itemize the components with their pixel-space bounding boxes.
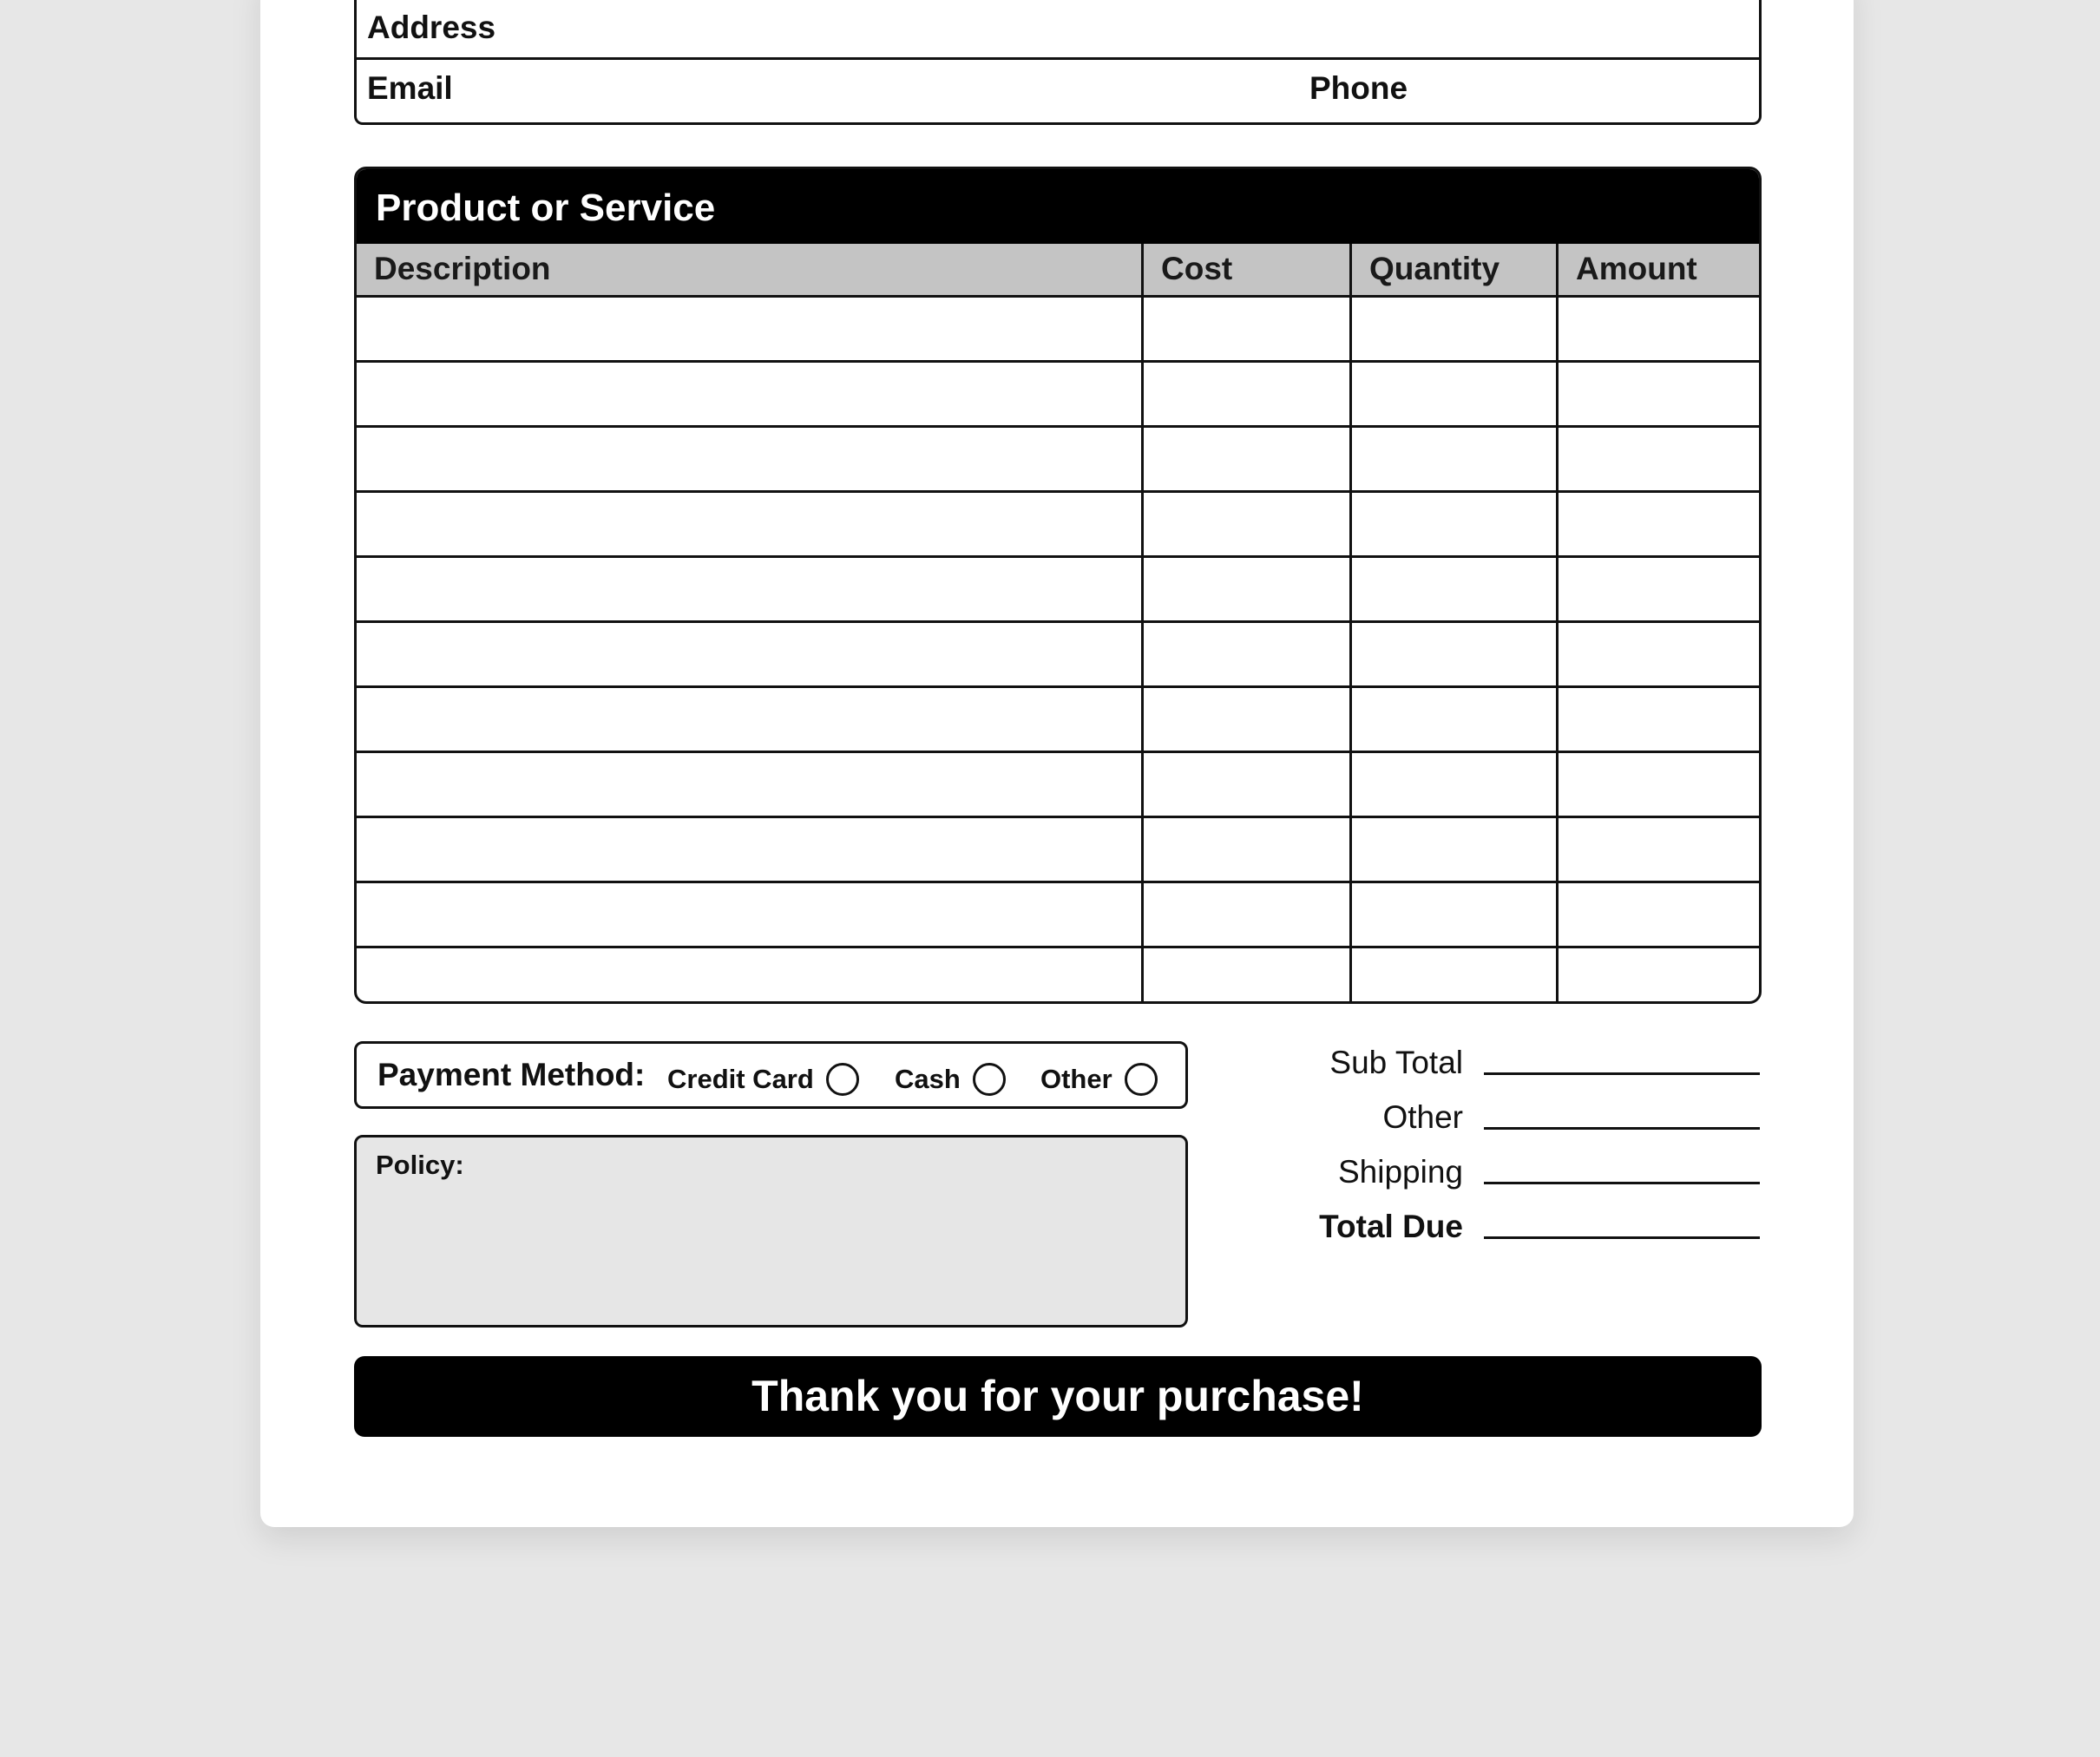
payment-option-cash[interactable] (895, 1063, 1006, 1096)
quantity-cell[interactable] (1349, 623, 1556, 685)
amount-cell[interactable] (1556, 818, 1762, 881)
table-row (357, 298, 1759, 363)
payment-option-other[interactable] (1040, 1063, 1158, 1096)
total-due-line[interactable] (1484, 1236, 1760, 1239)
other-radio[interactable] (1125, 1063, 1158, 1096)
quantity-cell[interactable] (1349, 688, 1556, 751)
column-header-cost: Cost (1141, 244, 1349, 295)
amount-cell[interactable] (1556, 883, 1762, 946)
table-row (357, 688, 1759, 753)
cash-radio[interactable] (973, 1063, 1006, 1096)
payment-method-box (354, 1041, 1188, 1109)
description-cell[interactable] (357, 818, 1141, 881)
table-row (357, 493, 1759, 558)
quantity-cell[interactable] (1349, 363, 1556, 425)
amount-cell[interactable] (1556, 493, 1762, 555)
table-row (357, 363, 1759, 428)
column-header-description: Description (374, 251, 551, 286)
cost-cell[interactable] (1141, 948, 1349, 1004)
description-cell[interactable] (357, 363, 1141, 425)
description-cell[interactable] (357, 493, 1141, 555)
table-row (357, 623, 1759, 688)
table-row (357, 428, 1759, 493)
phone-label: Phone (1309, 70, 1408, 106)
shipping-line[interactable] (1484, 1182, 1760, 1184)
sub-total-label: Sub Total (1329, 1045, 1463, 1080)
table-row (357, 558, 1759, 623)
sub-total-line[interactable] (1484, 1072, 1760, 1075)
column-header-amount: Amount (1556, 244, 1762, 295)
amount-cell[interactable] (1556, 363, 1762, 425)
address-row[interactable] (357, 0, 1759, 60)
cost-cell[interactable] (1141, 363, 1349, 425)
description-cell[interactable] (357, 753, 1141, 816)
credit-card-label: Credit Card (667, 1064, 814, 1094)
cost-cell[interactable] (1141, 688, 1349, 751)
policy-box[interactable] (354, 1135, 1188, 1328)
quantity-cell[interactable] (1349, 493, 1556, 555)
table-row (357, 818, 1759, 883)
total-due-label: Total Due (1319, 1209, 1463, 1244)
contact-box (354, 0, 1762, 125)
cost-cell[interactable] (1141, 818, 1349, 881)
cost-cell[interactable] (1141, 753, 1349, 816)
description-cell[interactable] (357, 688, 1141, 751)
column-header-quantity: Quantity (1349, 244, 1556, 295)
product-table (354, 167, 1762, 1004)
cost-cell[interactable] (1141, 883, 1349, 946)
quantity-cell[interactable] (1349, 558, 1556, 620)
table-row (357, 883, 1759, 948)
quantity-cell[interactable] (1349, 298, 1556, 360)
payment-option-credit-card[interactable] (667, 1063, 859, 1096)
quantity-cell[interactable] (1349, 428, 1556, 490)
cash-label: Cash (895, 1064, 961, 1094)
shipping-label: Shipping (1337, 1154, 1463, 1190)
policy-label: Policy: (376, 1150, 464, 1180)
description-cell[interactable] (357, 948, 1141, 1004)
amount-cell[interactable] (1556, 623, 1762, 685)
cost-cell[interactable] (1141, 623, 1349, 685)
cost-cell[interactable] (1141, 558, 1349, 620)
quantity-cell[interactable] (1349, 818, 1556, 881)
thank-you-banner: Thank you for your purchase! (354, 1356, 1762, 1437)
product-rows (357, 298, 1759, 1004)
amount-cell[interactable] (1556, 428, 1762, 490)
address-label: Address (367, 10, 496, 45)
cost-cell[interactable] (1141, 298, 1349, 360)
email-label: Email (367, 70, 453, 106)
other-label: Other (1040, 1064, 1112, 1094)
quantity-cell[interactable] (1349, 883, 1556, 946)
amount-cell[interactable] (1556, 298, 1762, 360)
amount-cell[interactable] (1556, 753, 1762, 816)
product-title: Product or Service (376, 187, 716, 229)
product-header (357, 169, 1759, 244)
description-cell[interactable] (357, 298, 1141, 360)
amount-cell[interactable] (1556, 688, 1762, 751)
table-row (357, 753, 1759, 818)
quantity-cell[interactable] (1349, 948, 1556, 1004)
description-cell[interactable] (357, 623, 1141, 685)
other-total-line[interactable] (1484, 1127, 1760, 1130)
cost-cell[interactable] (1141, 493, 1349, 555)
table-row (357, 948, 1759, 1004)
payment-method-label: Payment Method: (377, 1057, 646, 1092)
amount-cell[interactable] (1556, 948, 1762, 1004)
cost-cell[interactable] (1141, 428, 1349, 490)
description-cell[interactable] (357, 558, 1141, 620)
quantity-cell[interactable] (1349, 753, 1556, 816)
email-phone-row[interactable] (357, 60, 1759, 123)
description-cell[interactable] (357, 428, 1141, 490)
column-header-row (357, 244, 1759, 298)
credit-card-radio[interactable] (826, 1063, 859, 1096)
description-cell[interactable] (357, 883, 1141, 946)
other-total-label: Other (1382, 1099, 1463, 1135)
amount-cell[interactable] (1556, 558, 1762, 620)
